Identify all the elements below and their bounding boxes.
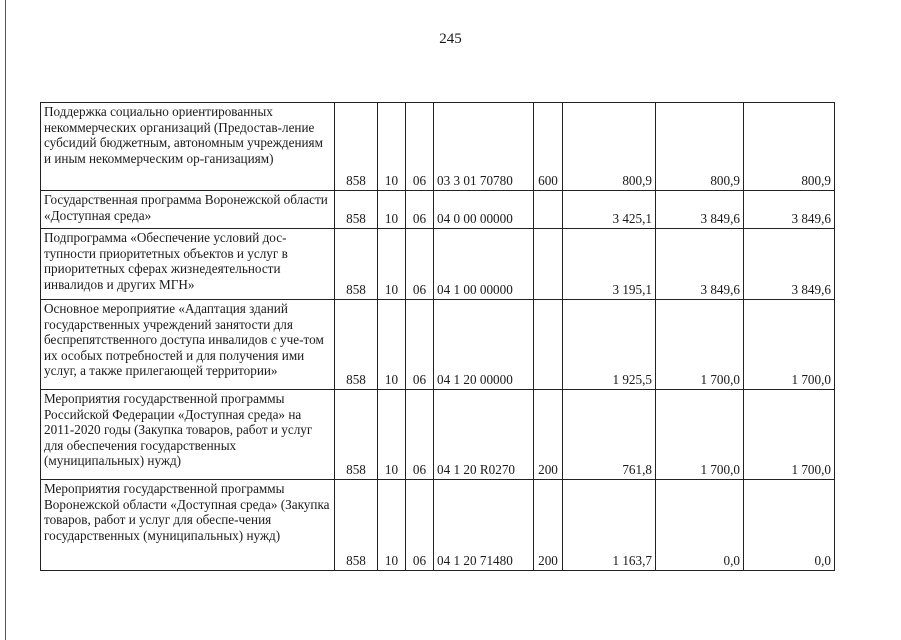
section-code: 10 [378,103,406,191]
section-code: 10 [378,390,406,480]
table-row [41,191,835,229]
page-number: 245 [439,31,462,47]
subsection-code: 06 [406,390,434,480]
sum-year-1: 761,8 [563,390,656,480]
target-code: 04 1 20 R0270 [434,390,534,480]
row-name: Подпрограмма «Обеспечение условий дос-тупности приоритетных объектов и услуг в приоритетных сферах жизнедеятельности инвалидов и других МГН» [41,229,335,300]
page-edge-line [5,0,6,640]
subsection-code: 06 [406,229,434,300]
sum-year-2: 3 849,6 [656,229,744,300]
sum-year-1: 3 195,1 [563,229,656,300]
ministry-code: 858 [335,480,378,571]
target-code: 04 1 20 00000 [434,300,534,390]
sum-year-2: 0,0 [656,480,744,571]
expense-type-code [534,300,563,390]
target-code: 04 1 20 71480 [434,480,534,571]
expense-type-code [534,191,563,229]
sum-year-3: 1 700,0 [744,300,835,390]
expense-type-code: 200 [534,390,563,480]
subsection-code: 06 [406,191,434,229]
ministry-code: 858 [335,300,378,390]
sum-year-3: 0,0 [744,480,835,571]
sum-year-3: 3 849,6 [744,229,835,300]
table-row [41,103,835,191]
expense-type-code: 200 [534,480,563,571]
table-row [41,480,835,571]
expense-type-code [534,229,563,300]
target-code: 04 0 00 00000 [434,191,534,229]
sum-year-3: 1 700,0 [744,390,835,480]
section-code: 10 [378,191,406,229]
table-row [41,229,835,300]
row-name: Государственная программа Воронежской области «Доступная среда» [41,191,335,229]
sum-year-1: 3 425,1 [563,191,656,229]
budget-table [40,102,835,571]
target-code: 04 1 00 00000 [434,229,534,300]
sum-year-2: 1 700,0 [656,390,744,480]
ministry-code: 858 [335,229,378,300]
ministry-code: 858 [335,103,378,191]
sum-year-3: 3 849,6 [744,191,835,229]
subsection-code: 06 [406,300,434,390]
expense-type-code: 600 [534,103,563,191]
row-name: Основное мероприятие «Адаптация зданий государственных учреждений занятости для беспрепятственного доступа инвалидов с уче-том их особых потребностей и для получения ими услуг, а также прилегающей территории» [41,300,335,390]
section-code: 10 [378,480,406,571]
sum-year-1: 1 163,7 [563,480,656,571]
subsection-code: 06 [406,103,434,191]
ministry-code: 858 [335,191,378,229]
row-name: Мероприятия государственной программы Воронежской области «Доступная среда» (Закупка товаров, работ и услуг для обеспе-чения государственных (муниципальных) нужд) [41,480,335,571]
table-row [41,300,835,390]
row-name: Мероприятия государственной программы Российской Федерации «Доступная среда» на 2011-2020 годы (Закупка товаров, работ и услуг для обеспечения государственных (муниципальных) нужд) [41,390,335,480]
sum-year-1: 1 925,5 [563,300,656,390]
row-name: Поддержка социально ориентированных некоммерческих организаций (Предостав-ление субсидий бюджетным, автономным учреждениям и иным некоммерческим ор-ганизациям) [41,103,335,191]
sum-year-2: 800,9 [656,103,744,191]
sum-year-2: 3 849,6 [656,191,744,229]
sum-year-2: 1 700,0 [656,300,744,390]
target-code: 03 3 01 70780 [434,103,534,191]
ministry-code: 858 [335,390,378,480]
section-code: 10 [378,229,406,300]
section-code: 10 [378,300,406,390]
subsection-code: 06 [406,480,434,571]
sum-year-1: 800,9 [563,103,656,191]
sum-year-3: 800,9 [744,103,835,191]
table-row [41,390,835,480]
